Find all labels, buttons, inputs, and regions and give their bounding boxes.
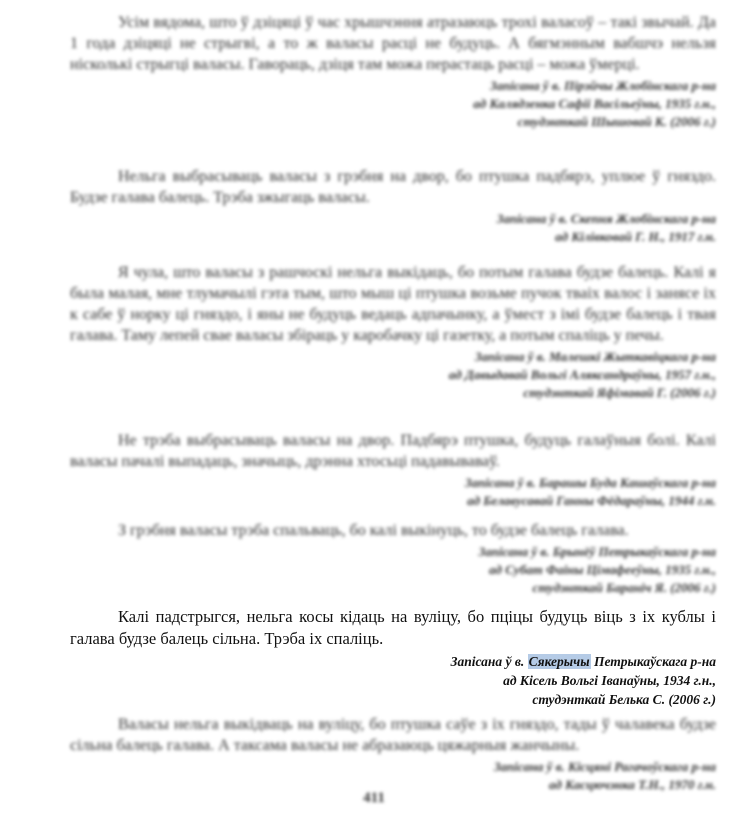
entry-6 bbox=[70, 606, 716, 709]
entry-text: Не трэба выбрасываць валасы на двор. Падбярэ птушка, будуць галаўныя болі. Калі валасы пачалі выпадаць, значыць, дрэнна хтосьці падавываваў. bbox=[70, 432, 716, 470]
attribution-line: студэнткай Белька С. (2006 г.) bbox=[532, 692, 716, 707]
entry-3 bbox=[70, 262, 716, 402]
entry-attribution bbox=[70, 543, 716, 597]
attribution-line: ад Субат Фаіны Цімафееўны, 1935 г.н., bbox=[489, 562, 716, 577]
entry-1 bbox=[70, 12, 716, 131]
entry-attribution bbox=[70, 652, 716, 709]
attribution-line: Запісана ў в. Брынёў Петрыкаўскага р-на bbox=[478, 544, 716, 559]
attribution-line: Запісана ў в. Скепня Жлобінскага р-на bbox=[496, 211, 716, 226]
attribution-suffix: Петрыкаўскага р-на bbox=[590, 654, 716, 669]
attribution-line: Запісана ў в. Малешкі Жыткавіцкага р-на bbox=[474, 349, 716, 364]
entry-text: Валасы нельга выкідваць на вуліцу, бо птушка саўе з іх гняздо, тады ў чалавека будзе сільна балець галава. А таксама валасы не абразаюць цяжарныя жанчыны. bbox=[70, 716, 716, 754]
attribution-line: Запісана ў в. Барашы Буда Кашаўскага р-на bbox=[464, 475, 716, 490]
entry-text: З грэбня валасы трэба спальваць, бо калі выкінуць, то будзе балець галава. bbox=[118, 522, 629, 539]
attribution-line: ад Калядзенка Сафіі Васільеўны, 1935 г.н., bbox=[473, 96, 716, 111]
entry-5 bbox=[70, 520, 716, 597]
entry-attribution bbox=[70, 210, 716, 246]
attribution-line: Запісана ў в. Пірэйчы Жлобінскага р-на bbox=[489, 78, 716, 93]
entry-attribution bbox=[70, 348, 716, 402]
attribution-prefix: Запісана ў в. bbox=[450, 654, 528, 669]
attribution-line: ад Кісель Вольгі Іванаўны, 1934 г.н., bbox=[503, 673, 716, 688]
entry-attribution bbox=[70, 474, 716, 510]
entry-text: Нельга выбрасываць валасы з грэбня на двор, бо птушка падбярэ, уплюе ў гняздо. Будзе галава балець. Трэба зжыгаць валасы. bbox=[70, 168, 716, 206]
highlighted-village-name[interactable]: Сякерычы bbox=[528, 654, 590, 669]
entry-text: Усім вядома, што ў дзіцяці ў час хрышчэння атразаюць трохі валасоў – такі звычай. Да 1 года дзіцяці не стрыгві, а то ж валасы расці не будуць. А бягмэнным вабшчэ нельзя нiсколькi стрыгці валасы. Гавораць, дзіця там можа перастаць расці – можа ўмерці. bbox=[70, 14, 716, 73]
entry-text: Я чула, што валасы з рашчоскі нельга выкідаць, бо потым галава будзе балець. Калі я была малая, мне тлумачылі гэта тым, што мыш ці птушка возьме пучок тваіх валос і занясе іх к сабе ў норку ці гняздо, і яны не будуць ведаць адпачынку, а ўмест з імі будзе балець і твая галава. Таму лепей свае валасы збіраць у каробачку ці газетку, а потым спаліць у печы. bbox=[70, 264, 716, 344]
attribution-line: ад Кілівковай Г. Н., 1917 г.н. bbox=[555, 229, 716, 244]
entry-attribution bbox=[70, 758, 716, 794]
entry-text: Калі падстрыгся, нельга косы кідаць на вуліцу, бо пціцы будуць віць з іх кублы і галава будзе балець сільна. Трэба іх спаліць. bbox=[70, 607, 716, 648]
entry-attribution bbox=[70, 77, 716, 131]
attribution-line: студэнткай Яфімавай Г. (2006 г.) bbox=[523, 385, 716, 400]
attribution-line: студэнткай Бараніч Я. (2006 г.) bbox=[532, 580, 716, 595]
entry-7 bbox=[70, 714, 716, 794]
attribution-line: ад Давыдавай Вольгі Аляксандраўны, 1957 г.н., bbox=[448, 367, 716, 382]
attribution-line: Запісана ў в. Кісцяні Рагачоўскага р-на bbox=[493, 759, 716, 774]
attribution-line: ад Белавусавай Ганны Фёдараўны, 1944 г.н. bbox=[467, 493, 716, 508]
entry-4 bbox=[70, 430, 716, 510]
page-number: 411 bbox=[363, 790, 385, 806]
entry-2 bbox=[70, 166, 716, 246]
attribution-line: студэнткай Шышовай К. (2006 г.) bbox=[517, 114, 716, 129]
attribution-line: ад Касцючэнка Т.Н., 1970 г.н. bbox=[548, 777, 716, 792]
